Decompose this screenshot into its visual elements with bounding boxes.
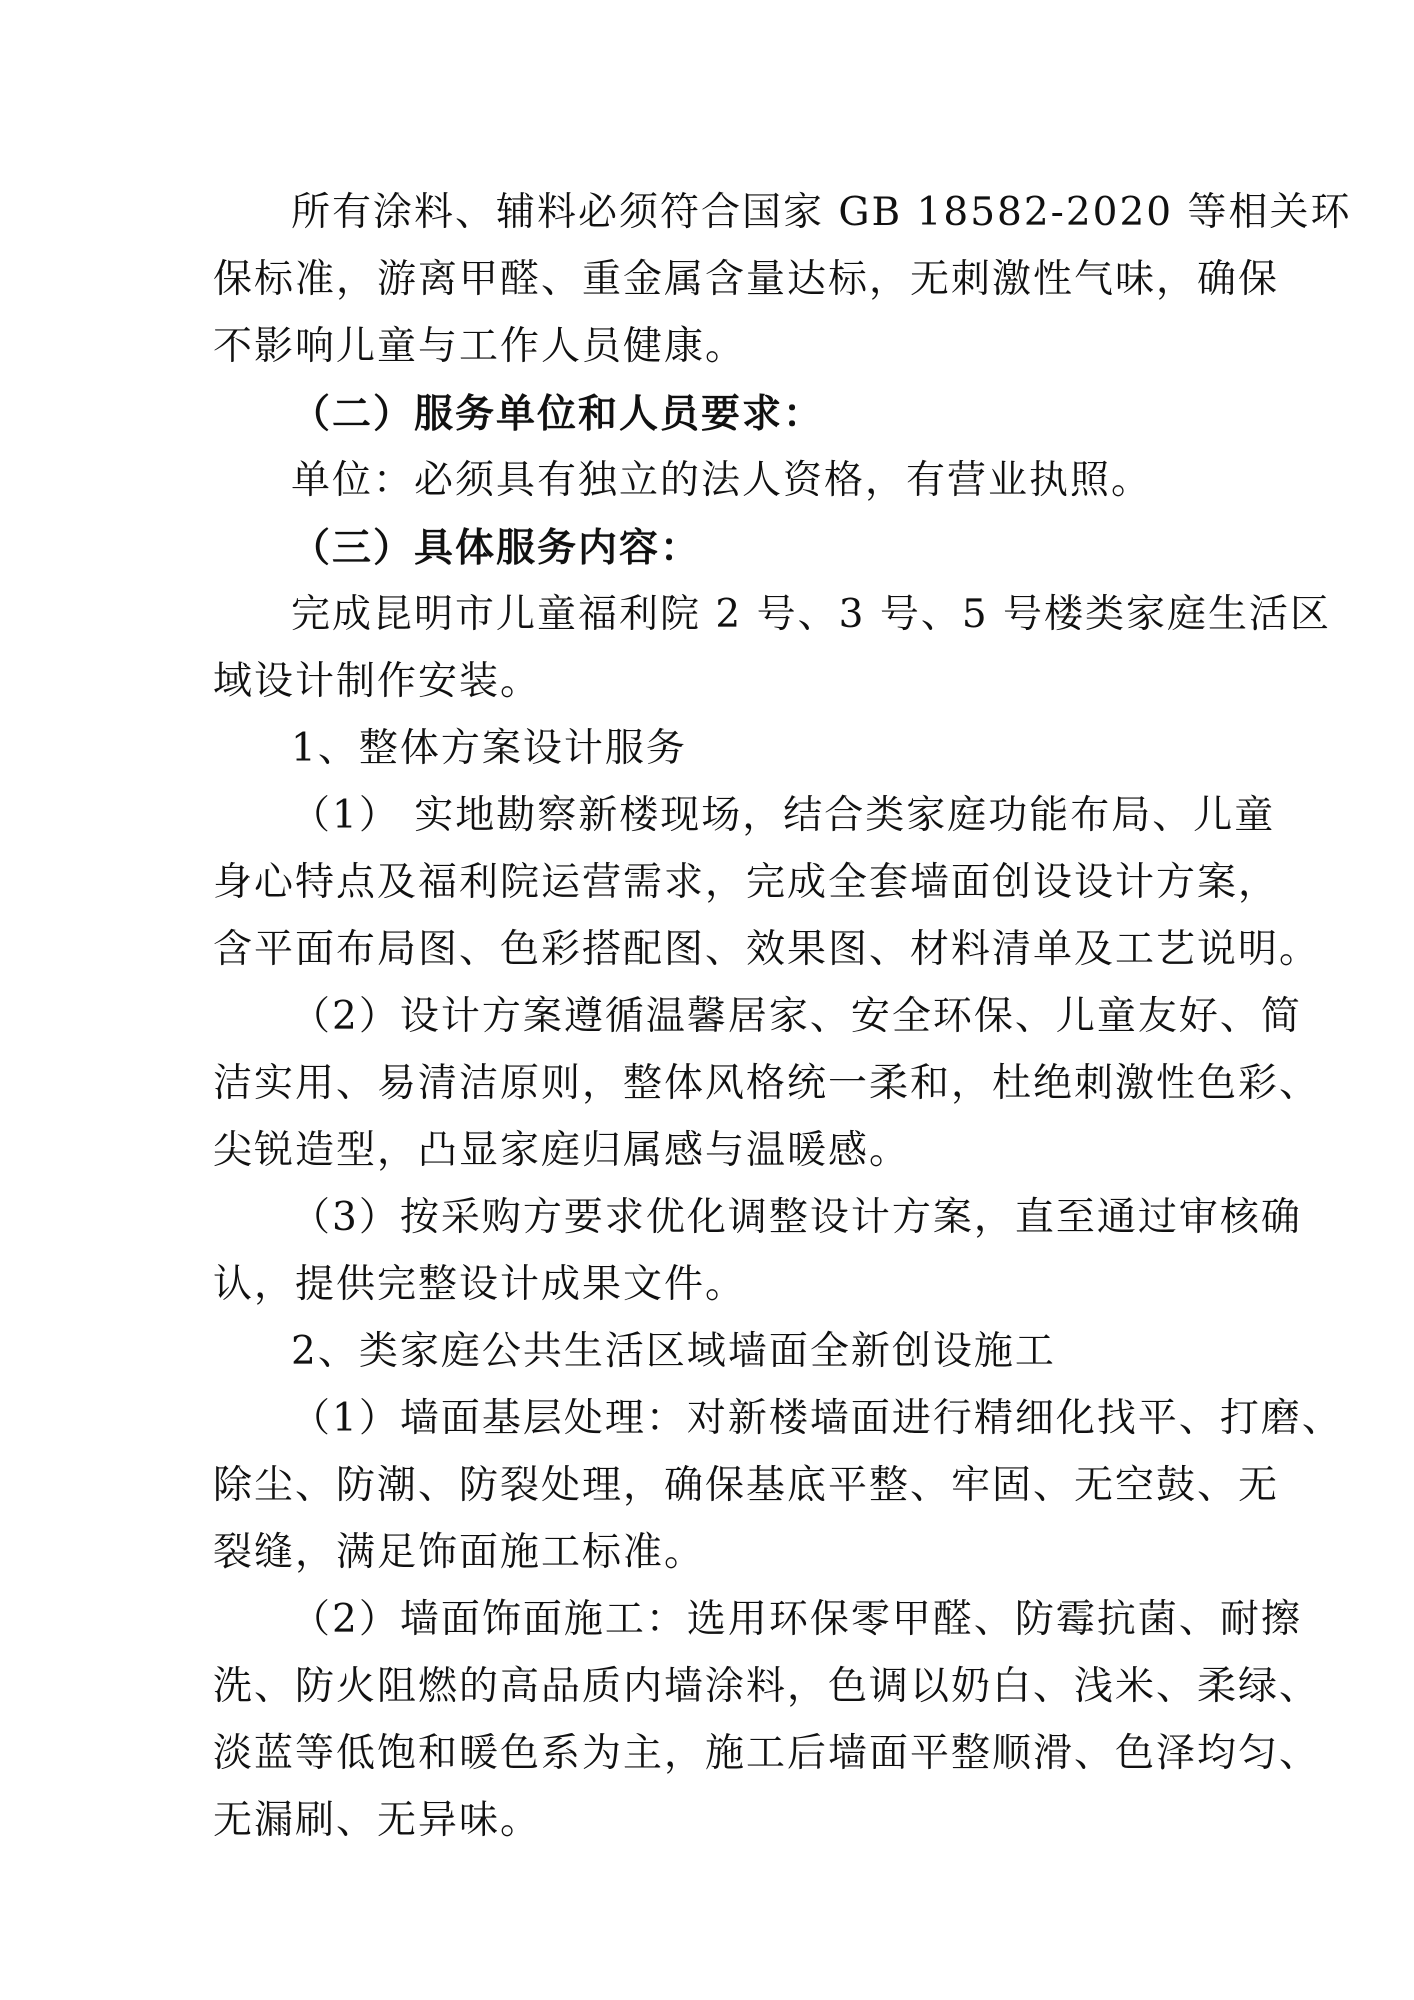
paragraph-line: （1） 实地勘察新楼现场，结合类家庭功能布局、儿童	[291, 793, 1276, 838]
paragraph-line: 所有涂料、辅料必须符合国家 GB 18582-2020 等相关环	[291, 190, 1352, 235]
section-heading: （三）具体服务内容：	[291, 525, 702, 571]
paragraph-line: （2）墙面饰面施工：选用环保零甲醛、防霉抗菌、耐擦	[291, 1597, 1302, 1642]
subsection-heading: 2、类家庭公共生活区域墙面全新创设施工	[291, 1329, 1056, 1374]
paragraph-line: 不影响儿童与工作人员健康。	[213, 324, 747, 369]
paragraph-line: 洗、防火阻燃的高品质内墙涂料，色调以奶白、浅米、柔绿、	[213, 1664, 1321, 1709]
paragraph-line: 无漏刷、无异味。	[213, 1798, 542, 1843]
paragraph-line: 含平面布局图、色彩搭配图、效果图、材料清单及工艺说明。	[213, 927, 1321, 972]
paragraph-line: 域设计制作安装。	[213, 659, 542, 704]
paragraph-line: （2）设计方案遵循温馨居家、安全环保、儿童友好、简	[291, 994, 1302, 1039]
paragraph-line: 单位：必须具有独立的法人资格，有营业执照。	[291, 458, 1153, 503]
paragraph-line: 身心特点及福利院运营需求，完成全套墙面创设设计方案，	[213, 860, 1280, 905]
subsection-heading: 1、整体方案设计服务	[291, 726, 687, 771]
paragraph-line: 除尘、防潮、防裂处理，确保基底平整、牢固、无空鼓、无	[213, 1463, 1280, 1508]
paragraph-line: （3）按采购方要求优化调整设计方案，直至通过审核确	[291, 1195, 1302, 1240]
paragraph-line: 淡蓝等低饱和暖色系为主，施工后墙面平整顺滑、色泽均匀、	[213, 1731, 1321, 1776]
paragraph-line: 洁实用、易清洁原则，整体风格统一柔和，杜绝刺激性色彩、	[213, 1061, 1321, 1106]
paragraph-line: 尖锐造型，凸显家庭归属感与温暖感。	[213, 1128, 911, 1173]
paragraph-line: （1）墙面基层处理：对新楼墙面进行精细化找平、打磨、	[291, 1396, 1343, 1441]
paragraph-line: 保标准，游离甲醛、重金属含量达标，无刺激性气味，确保	[213, 257, 1280, 302]
paragraph-line: 认，提供完整设计成果文件。	[213, 1262, 747, 1307]
section-heading: （二）服务单位和人员要求：	[291, 391, 825, 437]
paragraph-line: 裂缝，满足饰面施工标准。	[213, 1530, 706, 1575]
paragraph-line: 完成昆明市儿童福利院 2 号、3 号、5 号楼类家庭生活区	[291, 592, 1332, 637]
